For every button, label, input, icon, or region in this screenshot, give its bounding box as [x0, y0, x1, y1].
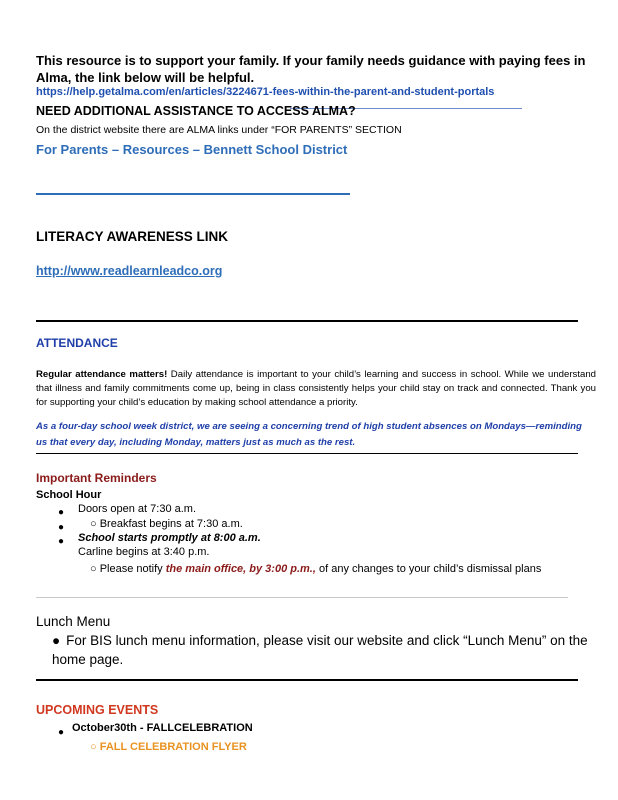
notify-emph: the main office, by 3:00 p.m., — [165, 563, 316, 575]
divider — [36, 453, 578, 454]
breakfast-item: ○ Breakfast begins at 7:30 a.m. — [90, 518, 243, 530]
event-flyer-text: FALL CELEBRATION FLYER — [99, 741, 247, 753]
doors-open: Doors open at 7:30 a.m. — [78, 503, 197, 515]
notify-post: of any changes to your child’s dismissal plans — [315, 563, 542, 575]
carline: Carline begins at 3:40 p.m. — [78, 546, 210, 558]
attendance-note: As a four-day school week district, we are seeing a concerning trend of high student absences on Mondays—reminding us that every day, including Monday, matters just as much as the rest. — [36, 421, 582, 448]
divider — [36, 320, 578, 322]
attendance-paragraph — [36, 368, 596, 410]
bullet-icon: ● — [58, 727, 65, 738]
assistance-text: On the district website there are ALMA links under “FOR PARENTS” SECTION — [36, 124, 402, 136]
event-flyer[interactable]: ○ FALL CELEBRATION FLYER — [90, 741, 247, 753]
divider — [36, 679, 578, 681]
lunch-text: For BIS lunch menu information, please visit our website and click “Lunch Menu” on the home page. — [52, 633, 588, 667]
attendance-lead: Regular attendance matters! — [36, 369, 168, 380]
intro-text: This resource is to support your family. If your family needs guidance with paying fees in Alma, the link below will be helpful. — [36, 53, 586, 85]
breakfast-text: Breakfast begins at 7:30 a.m. — [99, 518, 243, 530]
notify-item: ○ Please notify the main office, by 3:00 p.m., of any changes to your child’s dismissal plans — [90, 563, 542, 575]
literacy-heading: LITERACY AWARENESS LINK — [36, 229, 229, 244]
school-starts: School starts promptly at 8:00 a.m. — [78, 532, 261, 544]
bullet-icon: ● — [58, 507, 65, 518]
divider-thin — [36, 597, 568, 598]
lunch-heading: Lunch Menu — [36, 614, 111, 629]
assistance-heading: NEED ADDITIONAL ASSISTANCE TO ACCESS ALMA? — [36, 104, 356, 118]
divider-blue — [36, 193, 350, 195]
bullet-icon: ● — [58, 522, 65, 533]
notify-pre: Please notify — [99, 563, 166, 575]
event-october30: October30th - FALLCELEBRATION — [72, 722, 253, 734]
bullet-icon: ● — [58, 536, 65, 547]
reminders-heading: Important Reminders — [36, 471, 157, 485]
for-parents-link[interactable]: For Parents – Resources – Bennett School District — [36, 142, 348, 157]
bullet-icon: ● — [52, 633, 61, 648]
attendance-heading: ATTENDANCE — [36, 336, 118, 350]
literacy-link[interactable]: http://www.readlearnleadco.org — [36, 264, 223, 278]
attendance-body: Daily attendance is important to your child’s learning and success in school. While we understand that illness and family commitments come up, being in class consistently helps your child stay on track and connected. Thank you for supporting your child’s education by making school attendance a priority. — [36, 369, 596, 408]
alma-fees-link[interactable]: https://help.getalma.com/en/articles/3224671-fees-within-the-parent-and-student-portals — [36, 86, 495, 98]
lunch-item — [52, 631, 592, 669]
school-hour-heading: School Hour — [36, 489, 102, 501]
events-heading: UPCOMING EVENTS — [36, 703, 159, 717]
